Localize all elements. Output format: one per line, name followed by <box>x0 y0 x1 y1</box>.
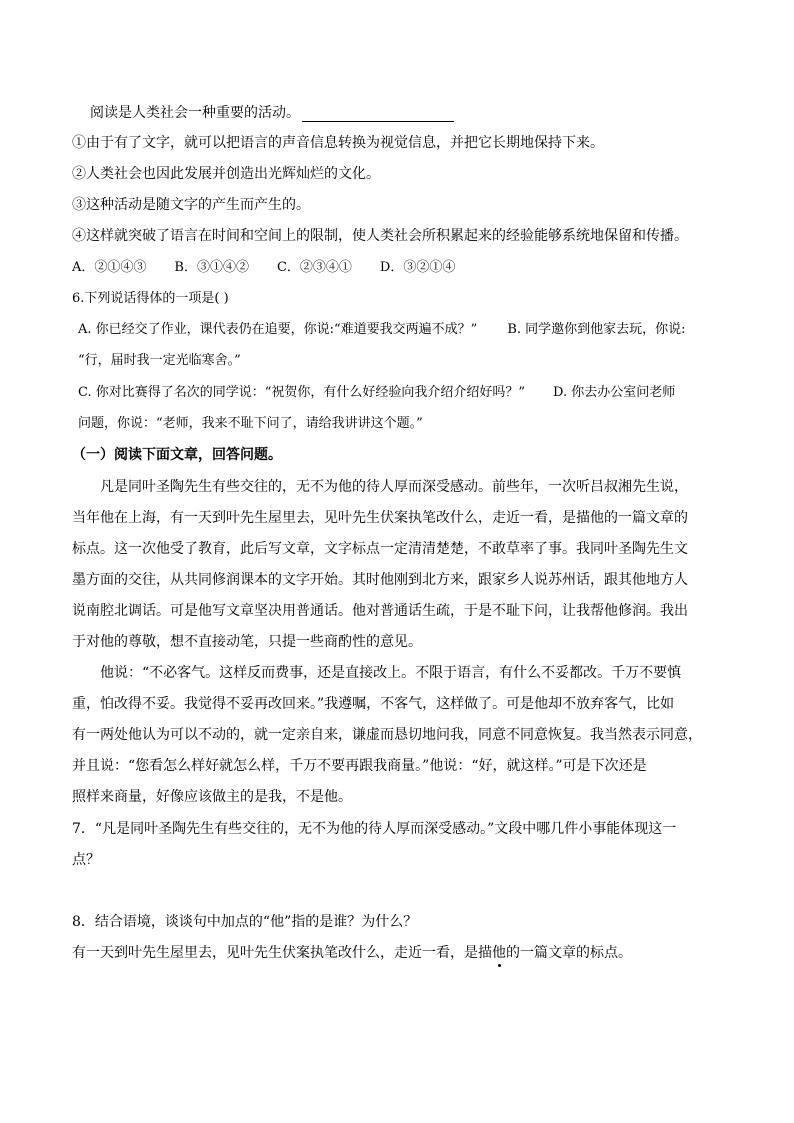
q7-line2: 点？ <box>72 852 100 868</box>
intro-item-4: ④这样就突破了语言在时间和空间上的限制，使人类社会所积累起来的经验能够系统地保留和传播。 <box>72 228 688 244</box>
passage-para2-line4: 并且说：“您看怎么样好就怎么样，千万不要再跟我商量。”他说：“好，就这样。”可是下次还是 <box>72 758 647 774</box>
q8-stem: 8．结合语境，谈谈句中加点的“他”指的是谁？为什么？ <box>72 914 418 930</box>
passage-para1-line3: 标点。这一次他受了教育，此后写文章，文字标点一定清清楚楚，不敢草率了事。我同叶圣陶先生文 <box>72 541 688 557</box>
option-a[interactable]: A．②①④③ <box>72 260 147 275</box>
passage-para2-line3: 有一两处他认为可以不动的，就一定亲自来，谦虚而恳切地问我，同意不同意恢复。我当然表示同意， <box>72 727 702 743</box>
passage-para2-line1: 他说：“不必客气。这样反而费事，还是直接改上。不限于语言，有什么不妥都改。千万不要慎 <box>100 665 682 681</box>
q6-stem: 6.下列说话得体的一项是( ) <box>72 291 229 306</box>
q6-options-row1 <box>78 321 686 339</box>
passage-para2-line2: 重，怕改得不妥。我觉得不妥再改回来。”我遵嘱，不客气，这样做了。可是他却不放弃客气，比如 <box>72 696 675 712</box>
passage-para1-line6: 于对他的尊敬，想不直接动笔，只提一些商酌性的意见。 <box>72 634 422 650</box>
q6-option-d[interactable]: D. 你去办公室问老师 <box>553 385 676 400</box>
q6-option-d-continued: 问题，你说：“老师，我来不耻下问了，请给我讲讲这个题。” <box>78 416 423 431</box>
intro-sentence <box>90 104 454 122</box>
q8-sentence <box>72 944 632 962</box>
option-b[interactable]: B．③①④② <box>174 260 249 275</box>
passage-para1-line2: 当年他在上海，有一天到叶先生屋里去，见叶先生伏案执笔改什么，走近一看，是描他的一篇文章的 <box>72 510 688 526</box>
intro-sentence-text: 阅读是人类社会一种重要的活动。 <box>90 105 300 121</box>
q8-sentence-after: 的一篇文章的标点。 <box>506 945 632 961</box>
passage-para1-line5: 说南腔北调话。可是他写文章坚决用普通话。他对普通话生疏，于是不耻下问，让我帮他修润。我出 <box>72 603 688 619</box>
option-d[interactable]: D．③②①④ <box>379 260 456 275</box>
answer-blank[interactable] <box>302 107 454 122</box>
q6-options-row2 <box>78 384 675 402</box>
intro-item-2: ②人类社会也因此发展并创造出光辉灿烂的文化。 <box>72 166 380 182</box>
q8-sentence-before: 有一天到叶先生屋里去，见叶先生伏案执笔改什么，走近一看，是描 <box>72 945 492 961</box>
intro-item-3: ③这种活动是随文字的产生而产生的。 <box>72 197 310 213</box>
q7-line1: 7．“凡是同叶圣陶先生有些交往的，无不为他的待人厚而深受感动。”文段中哪几件小事能体现这一 <box>72 821 677 837</box>
q6-option-b[interactable]: B. 同学邀你到他家去玩，你说: <box>507 322 686 337</box>
passage-para1-line1: 凡是同叶圣陶先生有些交往的，无不为他的待人厚而深受感动。前些年，一次听吕叔湘先生说， <box>100 479 688 495</box>
intro-options <box>72 259 455 277</box>
passage-para1-line4: 墨方面的交往，从共同修润课本的文字开始。其时他刚到北方来，跟家乡人说苏州话，跟其他地方人 <box>72 572 688 588</box>
q6-option-c[interactable]: C. 你对比赛得了名次的同学说：“祝贺你，有什么好经验向我介绍介绍好吗？” <box>78 385 526 400</box>
q6-option-b-continued: “行，届时我一定光临寒舍。” <box>78 353 241 368</box>
emphasis-dot-char: 他 <box>492 945 506 961</box>
passage-para2-line5: 照样来商量，好像应该做主的是我，不是他。 <box>72 789 352 805</box>
section-heading: （一）阅读下面文章，回答问题。 <box>72 447 282 463</box>
option-c[interactable]: C．②③④① <box>276 260 352 275</box>
q6-option-a[interactable]: A. 你已经交了作业，课代表仍在追要，你说:“难道要我交两遍不成？” <box>78 322 478 337</box>
intro-item-1: ①由于有了文字，就可以把语言的声音信息转换为视觉信息，并把它长期地保持下来。 <box>72 135 604 151</box>
